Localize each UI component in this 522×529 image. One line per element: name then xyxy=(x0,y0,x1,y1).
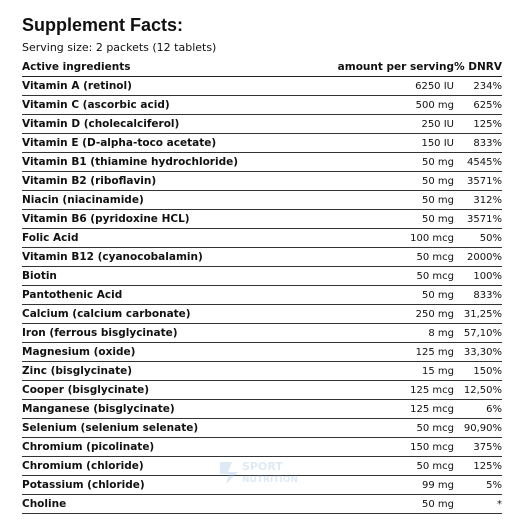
ingredient-dnrv: 125% xyxy=(473,118,502,130)
ingredient-name: Vitamin E (D-alpha-toco acetate) xyxy=(22,137,217,149)
table-row xyxy=(22,419,502,438)
ingredient-dnrv: 234% xyxy=(473,80,502,92)
ingredient-amount: 50 mcg xyxy=(416,422,454,434)
ingredient-name: Potassium (chloride) xyxy=(22,479,145,491)
table-row xyxy=(22,229,502,248)
table-row xyxy=(22,134,502,153)
ingredient-table xyxy=(22,77,502,514)
ingredient-amount: 50 mg xyxy=(422,194,454,206)
ingredient-dnrv: 150% xyxy=(473,365,502,377)
header-dnrv: % DNRV xyxy=(454,61,502,73)
ingredient-name: Selenium (selenium selenate) xyxy=(22,422,199,434)
ingredient-dnrv: 125% xyxy=(473,460,502,472)
ingredient-name: Niacin (niacinamide) xyxy=(22,194,144,206)
ingredient-name: Vitamin B12 (cyanocobalamin) xyxy=(22,251,203,263)
ingredient-amount: 6250 IU xyxy=(415,80,454,92)
table-row xyxy=(22,153,502,172)
table-row xyxy=(22,343,502,362)
ingredient-name: Iron (ferrous bisglycinate) xyxy=(22,327,178,339)
ingredient-amount: 50 mcg xyxy=(416,270,454,282)
ingredient-dnrv: 3571% xyxy=(467,175,502,187)
ingredient-dnrv: 4545% xyxy=(467,156,502,168)
page-title: Supplement Facts: xyxy=(22,15,184,35)
ingredient-name: Vitamin B6 (pyridoxine HCL) xyxy=(22,213,190,225)
ingredient-dnrv: 6% xyxy=(486,403,502,415)
ingredient-name: Vitamin D (cholecalciferol) xyxy=(22,118,180,130)
ingredient-name: Vitamin B2 (riboflavin) xyxy=(22,175,157,187)
table-row xyxy=(22,400,502,419)
ingredient-amount: 500 mg xyxy=(415,99,454,111)
header-amount: amount per serving xyxy=(337,61,454,73)
ingredient-amount: 50 mg xyxy=(422,175,454,187)
header-ingredients: Active ingredients xyxy=(22,61,131,73)
ingredient-dnrv: 12,50% xyxy=(463,384,502,396)
ingredient-amount: 50 mg xyxy=(422,213,454,225)
ingredient-dnrv: 31,25% xyxy=(463,308,502,320)
ingredient-name: Cooper (bisglycinate) xyxy=(22,384,150,396)
ingredient-dnrv: 100% xyxy=(473,270,502,282)
ingredient-amount: 15 mg xyxy=(422,365,454,377)
table-row xyxy=(22,115,502,134)
ingredient-amount: 8 mg xyxy=(428,327,454,339)
ingredient-amount: 50 mcg xyxy=(416,251,454,263)
ingredient-name: Zinc (bisglycinate) xyxy=(22,365,133,377)
ingredient-dnrv: 50% xyxy=(479,232,502,244)
table-row xyxy=(22,286,502,305)
table-row xyxy=(22,77,502,96)
ingredient-dnrv: 833% xyxy=(473,137,502,149)
ingredient-amount: 50 mcg xyxy=(416,460,454,472)
serving-size: Serving size: 2 packets (12 tablets) xyxy=(22,41,217,54)
ingredient-dnrv: 33,30% xyxy=(463,346,502,358)
ingredient-dnrv: 625% xyxy=(473,99,502,111)
ingredient-dnrv: 57,10% xyxy=(463,327,502,339)
ingredient-amount: 125 mg xyxy=(415,346,454,358)
ingredient-amount: 99 mg xyxy=(422,479,454,491)
ingredient-dnrv: 90,90% xyxy=(463,422,502,434)
ingredient-amount: 125 mcg xyxy=(410,403,454,415)
table-row xyxy=(22,362,502,381)
ingredient-name: Vitamin C (ascorbic acid) xyxy=(22,99,170,111)
watermark-line1: SPORT xyxy=(242,460,283,473)
ingredient-amount: 50 mg xyxy=(422,289,454,301)
ingredient-name: Pantothenic Acid xyxy=(22,289,123,301)
ingredient-amount: 150 IU xyxy=(421,137,454,149)
ingredient-amount: 50 mg xyxy=(422,156,454,168)
table-row xyxy=(22,191,502,210)
ingredient-amount: 125 mcg xyxy=(410,384,454,396)
table-row xyxy=(22,476,502,495)
ingredient-dnrv: 833% xyxy=(473,289,502,301)
ingredient-amount: 150 mcg xyxy=(410,441,454,453)
ingredient-dnrv: 5% xyxy=(486,479,502,491)
ingredient-name: Vitamin B1 (thiamine hydrochloride) xyxy=(22,156,239,168)
table-row xyxy=(22,457,502,476)
ingredient-amount: 50 mg xyxy=(422,498,454,510)
table-row xyxy=(22,381,502,400)
ingredient-amount: 250 mg xyxy=(415,308,454,320)
ingredient-dnrv: 375% xyxy=(473,441,502,453)
ingredient-dnrv: 3571% xyxy=(467,213,502,225)
watermark-line2: NUTRITION xyxy=(242,475,298,485)
ingredient-name: Biotin xyxy=(22,270,57,282)
ingredient-name: Magnesium (oxide) xyxy=(22,346,136,358)
table-row xyxy=(22,267,502,286)
table-row xyxy=(22,305,502,324)
ingredient-name: Folic Acid xyxy=(22,232,79,244)
table-row xyxy=(22,324,502,343)
ingredient-amount: 100 mcg xyxy=(410,232,454,244)
table-row xyxy=(22,248,502,267)
ingredient-name: Calcium (calcium carbonate) xyxy=(22,308,191,320)
table-row xyxy=(22,495,502,514)
ingredient-dnrv: 312% xyxy=(473,194,502,206)
ingredient-amount: 250 IU xyxy=(421,118,454,130)
ingredient-name: Manganese (bisglycinate) xyxy=(22,403,175,415)
ingredient-dnrv: * xyxy=(497,498,502,510)
ingredient-name: Chromium (picolinate) xyxy=(22,441,155,453)
table-header xyxy=(22,59,502,77)
ingredient-name: Chromium (chloride) xyxy=(22,460,144,472)
ingredient-name: Choline xyxy=(22,498,67,510)
table-row xyxy=(22,438,502,457)
table-row xyxy=(22,210,502,229)
table-row xyxy=(22,172,502,191)
ingredient-name: Vitamin A (retinol) xyxy=(22,80,132,92)
supplement-facts-panel xyxy=(22,12,502,514)
ingredient-dnrv: 2000% xyxy=(467,251,502,263)
table-row xyxy=(22,96,502,115)
